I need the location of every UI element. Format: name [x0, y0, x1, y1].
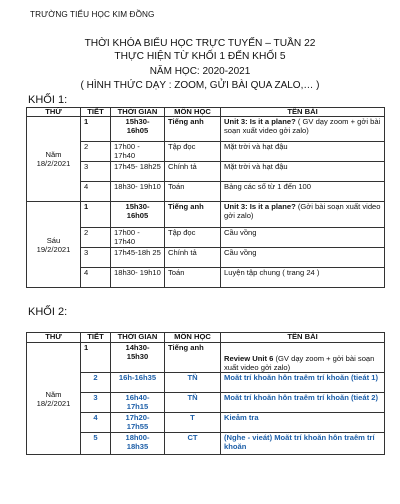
table-row: [27, 343, 385, 373]
time-cell: 18h30- 19h10: [111, 268, 165, 288]
lesson-title: Unit 3: Is it a plane?: [224, 202, 296, 211]
lesson-cell: Cầu vồng: [221, 228, 385, 248]
period-cell: 3: [81, 162, 111, 182]
header-tenbai: TÊN BÀI: [221, 108, 385, 117]
period-cell: 2: [81, 373, 111, 393]
header-monhoc: MÔN HỌC: [165, 108, 221, 117]
table-row: [27, 393, 385, 413]
subject-cell: TN̈: [165, 373, 221, 393]
subject-cell: T: [165, 413, 221, 433]
subject-cell: Chính tả: [165, 248, 221, 268]
lesson-cell: [221, 202, 385, 228]
subject-cell: Tiếng anh: [165, 117, 221, 142]
lesson-cell: Bảng các số từ 1 đến 100: [221, 182, 385, 202]
title-line-2: THỰC HIỆN TỪ KHỐI 1 ĐẾN KHỐI 5: [114, 51, 286, 62]
table-row: [27, 268, 385, 288]
table-row: [27, 162, 385, 182]
block1-table: [26, 107, 385, 288]
school-name: TRƯỜNG TIỂU HỌC KIM ĐỒNG: [30, 10, 155, 19]
subject-cell: Toán: [165, 268, 221, 288]
table-row: [27, 117, 385, 142]
table-row: [27, 413, 385, 433]
lesson-cell: Cầu vồng: [221, 248, 385, 268]
lesson-note: ( GV dạy zoom + gởi bài soạn xuất video gởi zalo): [224, 117, 381, 135]
subject-cell: Tiếng anh: [165, 202, 221, 228]
time-cell: 17h45-18h 25: [111, 248, 165, 268]
subject-cell: CT: [165, 433, 221, 455]
time-cell: 17h00 - 17h40: [111, 228, 165, 248]
period-cell: 1: [81, 202, 111, 228]
period-cell: 4: [81, 182, 111, 202]
header-thoigian: THỜI GIAN: [111, 108, 165, 117]
time-cell: 18h00- 18h35: [111, 433, 165, 455]
subject-cell: Tập đọc: [165, 142, 221, 162]
time-cell: 17h20- 17h55: [111, 413, 165, 433]
subject-cell: TN̈: [165, 393, 221, 413]
subject-cell: Chính tả: [165, 162, 221, 182]
time-cell: 15h30- 16h05: [111, 117, 165, 142]
header-tiet: TIẾT: [81, 108, 111, 117]
title-line-4: ( HÌNH THỨC DẠY : ZOOM, GỬI BÀI QUA ZALO,… ): [80, 80, 320, 91]
period-cell: 4: [81, 268, 111, 288]
time-cell: 17h00 - 17h40: [111, 142, 165, 162]
time-cell: 17h45- 18h25: [111, 162, 165, 182]
day-cell: Sáu 19/2/2021: [27, 202, 81, 288]
header-thu: THỨ: [27, 108, 81, 117]
subject-cell: Toán: [165, 182, 221, 202]
lesson-cell: Mặt trời và hạt đậu: [221, 142, 385, 162]
period-cell: 2: [81, 142, 111, 162]
lesson-cell: Luyện tập chung ( trang 24 ): [221, 268, 385, 288]
period-cell: 4: [81, 413, 111, 433]
period-cell: 3: [81, 393, 111, 413]
lesson-cell: [221, 343, 385, 373]
header-thu: THỨ: [27, 333, 81, 343]
lesson-cell: [221, 117, 385, 142]
lesson-title: Unit 3: Is it a plane?: [224, 117, 296, 126]
block1-label: KHỐI 1:: [28, 94, 68, 106]
lesson-cell: Mặt trời và hạt đậu: [221, 162, 385, 182]
table-row: [27, 433, 385, 455]
lesson-note: (Gởi bài soạn xuất video gởi zalo): [224, 202, 381, 220]
header-thoigian: THỜI GIAN: [111, 333, 165, 343]
title-line-1: THỜI KHÓA BIỂU HỌC TRỰC TUYẾN – TUẦN 22: [84, 38, 316, 49]
header-tenbai: TÊN BÀI: [221, 333, 385, 343]
block2-table: [26, 332, 385, 455]
subject-cell: Tập đọc: [165, 228, 221, 248]
table-row: [27, 182, 385, 202]
table-row: [27, 228, 385, 248]
time-cell: 15h30- 16h05: [111, 202, 165, 228]
block1-header-row: [27, 108, 385, 117]
header-monhoc: MÔN HỌC: [165, 333, 221, 343]
period-cell: 5: [81, 433, 111, 455]
period-cell: 1: [81, 117, 111, 142]
lesson-cell: Moăt trí khoăn hôn traêm trí khoăn (tieát 1): [221, 373, 385, 393]
table-row: [27, 373, 385, 393]
block2-label: KHỐI 2:: [28, 306, 68, 318]
period-cell: 1: [81, 343, 111, 373]
header-tiet: TIẾT: [81, 333, 111, 343]
title-line-3: NĂM HỌC: 2020-2021: [149, 66, 251, 77]
lesson-cell: (Nghe - vieát) Moăt trí khoăn hôn traêm trí khoăn: [221, 433, 385, 455]
subject-cell: Tiếng anh: [165, 343, 221, 373]
lesson-cell: Moăt trí khoăn hôn traêm trí khoăn (tieát 2): [221, 393, 385, 413]
time-cell: 14h30- 15h30: [111, 343, 165, 373]
time-cell: 16h40- 17h15: [111, 393, 165, 413]
time-cell: 16h-16h35: [111, 373, 165, 393]
period-cell: 2: [81, 228, 111, 248]
table-row: [27, 248, 385, 268]
lesson-note: (GV dạy zoom + gởi bài soạn xuất video gởi zalo): [224, 354, 375, 372]
lesson-cell: Kieåm tra: [221, 413, 385, 433]
day-cell: Năm 18/2/2021: [27, 117, 81, 202]
lesson-title: Review Unit 6: [224, 354, 274, 363]
table-row: [27, 142, 385, 162]
time-cell: 18h30- 19h10: [111, 182, 165, 202]
block2-header-row: [27, 333, 385, 343]
day-cell: Năm 18/2/2021: [27, 343, 81, 455]
period-cell: 3: [81, 248, 111, 268]
table-row: [27, 202, 385, 228]
